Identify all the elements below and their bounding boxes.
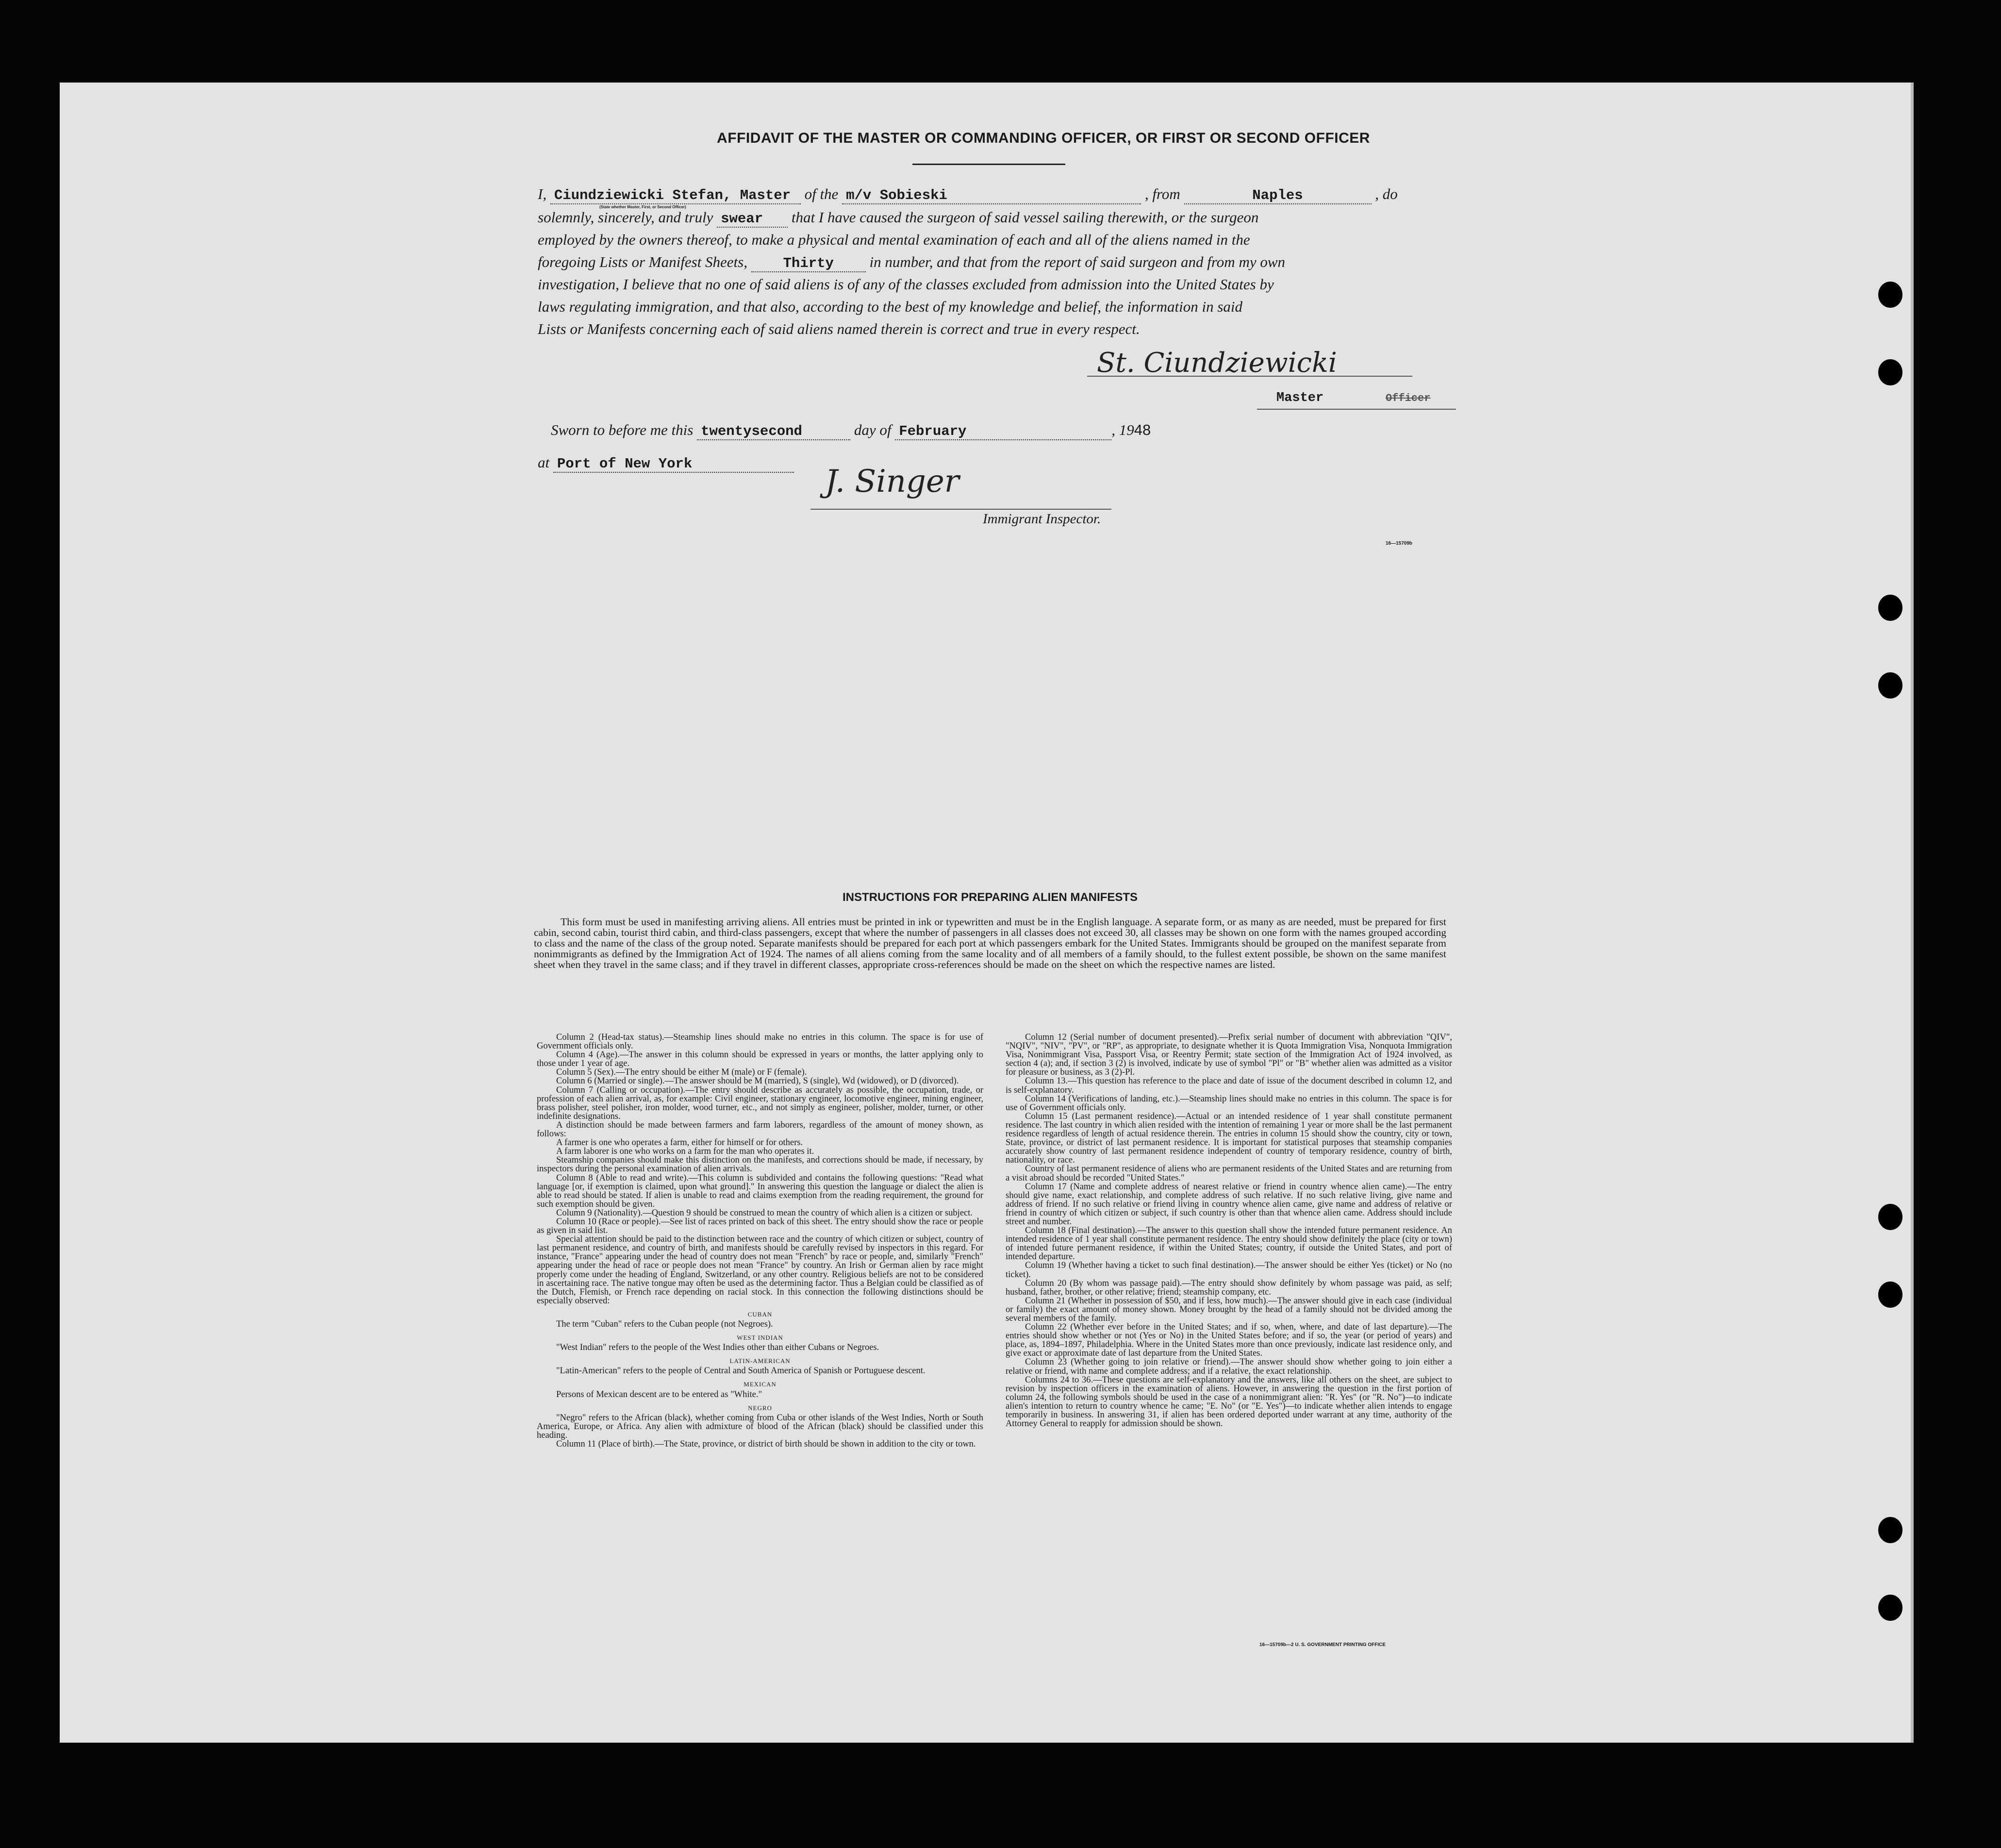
sworn-line bbox=[551, 421, 1458, 440]
heading-west-indian: WEST INDIAN bbox=[737, 1334, 783, 1342]
col-7-farmers: A distinction should be made between farmers and farm laborers, regardless of the amount of money shown, as follows: bbox=[537, 1120, 983, 1139]
col-10-special: Special attention should be paid to the distinction between race and the country of which citizen or subject, country of last permanent residence, and country of birth, and manifests should be carefully revised by inspectors in this regard. For instance, "France" appearing under the head of country does not mean "French" by race or people, and, similarly "French" appearing under the head of race or people does not mean "France" by country. An Irish or German alien by race might properly come under the heading of England, Switzerland, or any other country. Religious beliefs are not to be considered in ascertaining race. The native tongue may often be used as the determining factor. Thus a Belgian could be classified as of the Dutch, Flemish, or French race depending on racial stock. In this connection the following distinctions should be especially observed: bbox=[537, 1234, 983, 1306]
col-18: Column 18 (Final destination).—The answer to this question shall show the intended future permanent residence. An intended residence of 1 year shall constitute permanent residence. The entry should show definitely the place (city or town) of intended future permanent residence, if within the United States; country, if outside the United States, and port of intended departure. bbox=[1006, 1226, 1452, 1262]
day-of-label: day of bbox=[854, 421, 892, 438]
def-negro: "Negro" refers to the African (black), whether coming from Cuba or other islands of the West Indies, North or South America, Europe, or Africa. Any alien with admixture of blood of the African (black) should be classified under this heading. bbox=[537, 1413, 983, 1440]
signer-title: Master bbox=[1276, 391, 1324, 405]
def-west-indian: "West Indian" refers to the people of the West Indies other than either Cubans or Negroes. bbox=[556, 1343, 879, 1353]
printing-office-footer: 16—15709b—2 U. S. GOVERNMENT PRINTING OFFICE bbox=[1259, 1642, 1386, 1648]
affidavit-line-1 bbox=[538, 185, 1445, 204]
instructions-right-column bbox=[1006, 1033, 1452, 1428]
vessel-name: m/v Sobieski bbox=[842, 187, 1141, 204]
sworn-label: Sworn to before me this bbox=[551, 421, 694, 438]
officer-name: Ciundziewicki Stefan, Master bbox=[550, 187, 801, 204]
instructions-intro bbox=[534, 916, 1446, 970]
affidavit-line-2 bbox=[538, 209, 1445, 228]
col-17: Column 17 (Name and complete address of nearest relative or friend in country whence alien came).—The entry should give name, exact relationship, and complete address of such relative. If no such relative living, give name and address of friend. If no such relative or friend living in country whence alien came, give name and address of relative or friend in country of which citizen or subject, if such country is other than that whence alien came. Address should include street and number. bbox=[1006, 1182, 1452, 1227]
affidavit-form-number: 16—15709b bbox=[1386, 541, 1413, 546]
binder-hole bbox=[1878, 359, 1902, 385]
col-8: Column 8 (Able to read and write).—This column is subdivided and contains the following questions: "Read what language [or, if exemption is claimed, upon what ground]." In answering this question the language or dialect the alien is able to read should be stated. If alien is unable to read and claims exemption from the reading requirement, the ground for such exemption should be given. bbox=[537, 1173, 983, 1209]
departure-port: Naples bbox=[1184, 187, 1372, 204]
inspector-title: Immigrant Inspector. bbox=[983, 511, 1101, 527]
binder-hole bbox=[1878, 672, 1902, 699]
col-5: Column 5 (Sex).—The entry should be either M (male) or F (female). bbox=[556, 1067, 807, 1078]
col-2: Column 2 (Head-tax status).—Steamship lines should make no entries in this column. The space is for use of Government officials only. bbox=[537, 1032, 983, 1051]
heading-latin-american: LATIN-AMERICAN bbox=[729, 1357, 791, 1365]
col-20: Column 20 (By whom was passage paid).—The entry should show definitely by whom passage was paid, as self; husband, father, brother, or other relative; friend; steamship company, etc. bbox=[1006, 1278, 1452, 1297]
col-15: Column 15 (Last permanent residence).—Actual or an intended residence of 1 year shall constitute permanent residence. The last country in which alien resided with the intention of remaining 1 year or more shall be the last permanent residence regardless of length of actual residence therein. The entries in column 15 should show the country, city or town, State, province, or district of last permanent residence. It is important for statistical purposes that steamship companies accurately show country of last permanent residence independent of country of temporary residence, country of birth, nationality, or race. bbox=[1006, 1111, 1452, 1165]
col-6: Column 6 (Married or single).—The answer should be M (married), S (single), Wd (widowed), or D (divorced). bbox=[556, 1076, 959, 1086]
cols-24-36: Columns 24 to 36.—These questions are self-explanatory and the answers, like all others on the sheet, are subject to revision by inspection officers in the examination of aliens. However, in answering the question in the first portion of column 24, the following symbols should be used in the case of a nonimmigrant alien: "R. Yes" (or "R. No")—to indicate alien's intention to return to country whence he came; "E. No" (or "E. Yes")—to indicate whether alien intends to engage temporarily in business. In answering 31, if alien has been ordered deported under warrant at any time, authority of the Attorney General to reapply for admission should be shown. bbox=[1006, 1375, 1452, 1429]
year-suffix: 48 bbox=[1134, 421, 1151, 438]
year-prefix: , 19 bbox=[1111, 421, 1134, 438]
col-9: Column 9 (Nationality).—Question 9 should be construed to mean the country of which alien is a citizen or subject. bbox=[556, 1208, 973, 1218]
col-13: Column 13.—This question has reference to the place and date of issue of the document described in column 12, and is self-explanatory. bbox=[1006, 1076, 1452, 1095]
instructions-left-column bbox=[537, 1033, 983, 1448]
binder-hole bbox=[1878, 595, 1902, 621]
affidavit-line-5: investigation, I believe that no one of said aliens is of any of the classes excluded from admission into the United States by bbox=[538, 276, 1274, 293]
affidavit-line-6: laws regulating immigration, and that also, according to the best of my knowledge and belief, the information in said bbox=[538, 298, 1243, 315]
def-mexican: Persons of Mexican descent are to be entered as "White." bbox=[556, 1389, 762, 1399]
title-rule bbox=[912, 164, 1065, 165]
col-12: Column 12 (Serial number of document presented).—Prefix serial number of document with abbreviation "QIV", "NQIV", "NIV", "PV", or "RP", as appropriate, to designate whether it is Quota Immigration Visa, Nonquota Immigration Visa, Nonimmigrant Visa, Passport Visa, or Reentry Permit; state section of the Immigration Act of 1924 involved, as section 4 (a); and, if section 3 (2) is involved, indicate by use of symbol "Pl" or "B" whether alien was admitted as a visitor for pleasure or business, as 3 (2)-Pl. bbox=[1006, 1032, 1452, 1078]
line-2-rest: that I have caused the surgeon of said vessel sailing therewith, or the surgeon bbox=[791, 209, 1259, 226]
col-21: Column 21 (Whether in possession of $50, and if less, how much).—The answer should give in each case (individual or family) the exact amount of money shown. Money brought by the head of a family should not be divided among the several members of the family. bbox=[1006, 1296, 1452, 1323]
sworn-day: twentysecond bbox=[697, 423, 850, 440]
affidavit-line-4 bbox=[538, 253, 1445, 272]
col-23: Column 23 (Whether going to join relative or friend).—The answer should show whether going to join either a relative or friend, with name and complete address; and if a relative, the exact relationship. bbox=[1006, 1357, 1452, 1376]
heading-cuban: CUBAN bbox=[747, 1310, 773, 1318]
line-4-b: in number, and that from the report of said surgeon and from my own bbox=[869, 253, 1286, 270]
col-10: Column 10 (Race or people).—See list of races printed on back of this sheet. The entry should show the race or people as given in said list. bbox=[537, 1216, 983, 1236]
col-22: Column 22 (Whether ever before in the United States; and if so, when, where, and date of last departure).—The entries should show whether or not (Yes or No) in the United States before; and if so, the year (or period of years) and place, as, 1894–1897, Philadelphia. Where in the United States more than once previously, indicate last residence only, and give exact or approximate date of last departure from the United States. bbox=[1006, 1322, 1452, 1359]
col-4: Column 4 (Age).—The answer in this column should be expressed in years or months, the latter applying only to those under 1 year of age. bbox=[537, 1050, 983, 1069]
col-19: Column 19 (Whether having a ticket to such final destination).—The answer should be either Yes (ticket) or No (no ticket). bbox=[1006, 1261, 1452, 1280]
binder-hole bbox=[1878, 282, 1902, 308]
col-7: Column 7 (Calling or occupation).—The entry should describe as accurately as possible, the occupation, trade, or profession of each alien arrival, as, for example: Civil engineer, stationary engineer, locomotive engineer, mining engineer, brass polisher, steel polisher, iron molder, wood turner, etc., and not simply as engineer, polisher, molder, turner, or other indefinite designations. bbox=[537, 1085, 983, 1121]
binder-hole bbox=[1878, 1204, 1902, 1230]
at-label: at bbox=[538, 454, 550, 471]
inspector-signature-line bbox=[810, 509, 1111, 510]
line-4-a: foregoing Lists or Manifest Sheets, bbox=[538, 253, 747, 270]
col-14: Column 14 (Verifications of landing, etc.).—Steamship lines should make no entries in this column. The space is for use of Government officials only. bbox=[1006, 1094, 1452, 1113]
binder-hole bbox=[1878, 1517, 1902, 1543]
heading-negro: NEGRO bbox=[748, 1404, 772, 1412]
affidavit-title: AFFIDAVIT OF THE MASTER OR COMMANDING OFFICER, OR FIRST OR SECOND OFFICER bbox=[717, 130, 1370, 146]
solemnly-text: solemnly, sincerely, and truly bbox=[538, 209, 713, 226]
oath-word: swear bbox=[717, 211, 788, 228]
col-7-laborer: A farm laborer is one who works on a farm for the man who operates it. bbox=[556, 1147, 814, 1157]
title-line bbox=[1257, 409, 1456, 410]
col-11: Column 11 (Place of birth).—The State, province, or district of birth should be shown in addition to the city or town. bbox=[556, 1439, 976, 1449]
rank-note: (State whether Master, First, or Second Officer) bbox=[599, 205, 686, 209]
col-7-companies: Steamship companies should make this distinction on the manifests, and corrections should be made, if necessary, by inspectors during the personal examination of alien arrivals. bbox=[537, 1155, 983, 1174]
col-15-returning: Country of last permanent residence of aliens who are permanent residents of the United States and are returning from a visit abroad should be recorded "United States." bbox=[1006, 1164, 1452, 1183]
do-label: , do bbox=[1375, 185, 1398, 202]
sworn-place: Port of New York bbox=[553, 456, 794, 473]
pronoun: I, bbox=[538, 185, 547, 202]
instructions-title: INSTRUCTIONS FOR PREPARING ALIEN MANIFESTS bbox=[842, 891, 1138, 904]
from-label: , from bbox=[1144, 185, 1180, 202]
affidavit-line-3: employed by the owners thereof, to make a physical and mental examination of each and all of the aliens named in the bbox=[538, 231, 1250, 248]
affidavit-line-7: Lists or Manifests concerning each of said aliens named therein is correct and true in every respect. bbox=[538, 320, 1140, 337]
inspector-signature: J. Singer bbox=[825, 464, 959, 499]
master-signature: St. Ciundziewicki bbox=[1097, 347, 1337, 379]
heading-mexican: MEXICAN bbox=[744, 1381, 777, 1388]
sworn-month: February bbox=[895, 423, 1111, 440]
def-latin-american: "Latin-American" refers to the people of Central and South America of Spanish or Portuguese descent. bbox=[556, 1366, 926, 1376]
struck-officer: Officer bbox=[1386, 392, 1431, 404]
sheet-count: Thirty bbox=[751, 255, 866, 272]
intro-paragraph: This form must be used in manifesting arriving aliens. All entries must be printed in ink or typewritten and must be in the English language. A separate form, or as many as are needed, must be prepared for first cabin, second cabin, tourist third cabin, and third-class passengers, except that where the number of passengers in all classes does not exceed 30, all classes may be shown on one form with the names grouped according to class and the name of the class of the group noted. Separate manifests should be prepared for each port at which passengers embark for the United States. Immigrants should be grouped on the manifest separate from nonimmigrants as defined by the Immigration Act of 1924. The names of all aliens coming from the same locality and of all members of a family should, to the fullest extent possible, be shown on the same manifest sheet when they travel in the same class; and if they travel in different classes, appropriate cross-references should be made on the sheet on which the respective names are listed. bbox=[534, 916, 1446, 970]
master-signature-line bbox=[1087, 376, 1412, 377]
of-the-label: of the bbox=[804, 185, 839, 202]
binder-hole bbox=[1878, 1595, 1902, 1621]
def-cuban: The term "Cuban" refers to the Cuban people (not Negroes). bbox=[556, 1319, 773, 1329]
binder-hole bbox=[1878, 1282, 1902, 1308]
sworn-place-line bbox=[538, 454, 1445, 473]
col-7-farmer: A farmer is one who operates a farm, either for himself or for others. bbox=[556, 1138, 803, 1148]
